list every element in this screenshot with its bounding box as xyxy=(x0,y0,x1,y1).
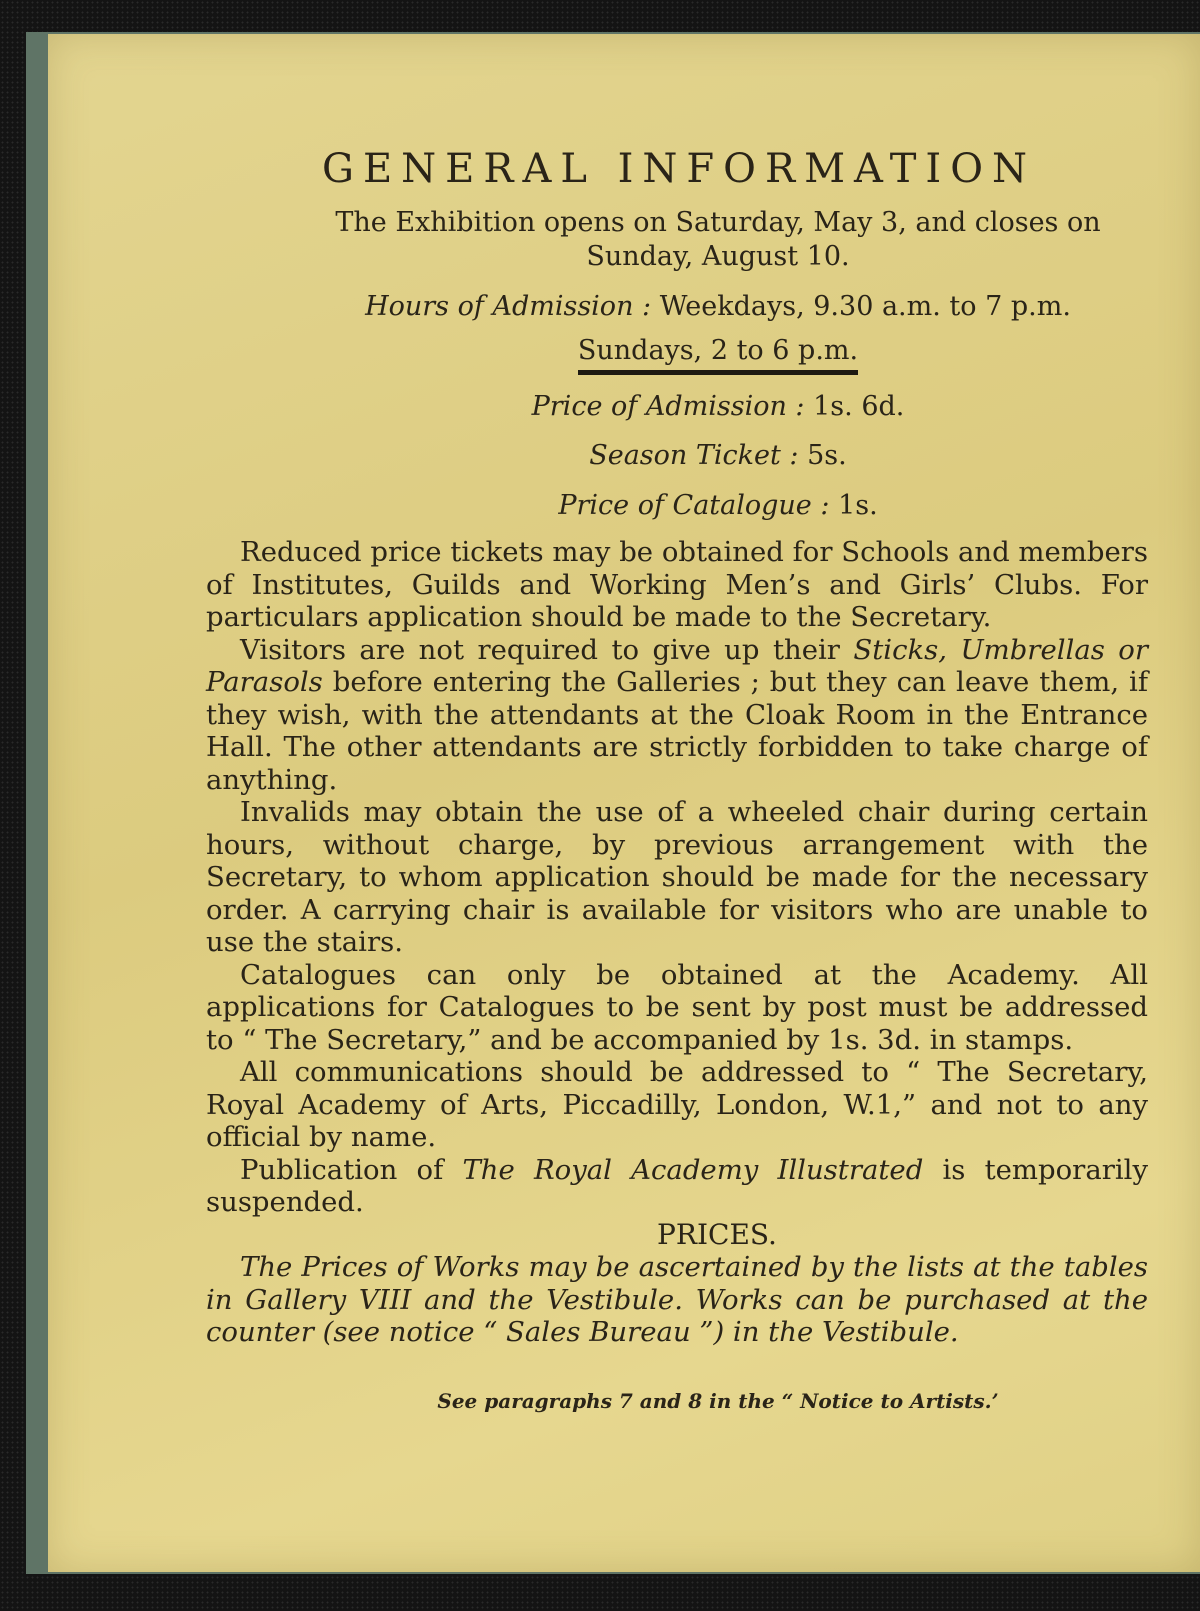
season-label: Season Ticket : xyxy=(589,440,799,471)
hours-of-admission xyxy=(248,290,1188,324)
season-ticket xyxy=(248,439,1188,473)
publication-text-b: is temporarily suspended. xyxy=(206,1153,1148,1218)
information-body xyxy=(206,536,1148,1349)
document-page xyxy=(48,34,1200,1572)
catalogue-value: 1s. xyxy=(838,490,878,521)
prices-paragraph: The Prices of Works may be ascertained by the lists at the tables in Gallery VIII and the Vestibule. Works can be purchased at the counter (see notice “ Sales Bureau ”) in the Vestibule. xyxy=(206,1251,1148,1348)
opening-dates xyxy=(248,206,1188,274)
hours-weekdays: Weekdays, 9.30 a.m. to 7 p.m. xyxy=(659,291,1071,322)
publication-text-italic: The Royal Academy Illustrated xyxy=(462,1153,924,1186)
hours-sundays: Sundays, 2 to 6 p.m. xyxy=(578,334,858,375)
prices-heading: PRICES. xyxy=(657,1217,777,1251)
paragraph-reduced-price: Reduced price tickets may be obtained for Schools and members of Institutes, Guilds and Working Men’s and Girls’ Clubs. For particulars application should be made to the Secretary. xyxy=(206,536,1148,633)
visitors-text-a: Visitors are not required to give up their xyxy=(240,633,854,666)
catalogue-label: Price of Catalogue : xyxy=(558,490,830,521)
paragraph-invalids: Invalids may obtain the use of a wheeled chair during certain hours, without charge, by previous arrangement with the Secretary, to whom application should be made for the necessary order. A carrying chair is available for visitors who are unable to use the stairs. xyxy=(206,796,1148,958)
opening-line-1: The Exhibition opens on Saturday, May 3, and closes on xyxy=(335,207,1101,238)
page-title: GENERAL INFORMATION xyxy=(321,146,1037,192)
hours-label: Hours of Admission : xyxy=(365,291,652,322)
visitors-text-b: before entering the Galleries ; but they can leave them, if they wish, with the attendants at the Cloak Room in the Entrance Hall. The other attendants are strictly forbidden to take charge of anything. xyxy=(206,666,1148,796)
admission-value: 1s. 6d. xyxy=(813,391,905,422)
price-of-catalogue xyxy=(248,489,1188,523)
paragraph-communications: All communications should be addressed to “ The Secretary, Royal Academy of Arts, Piccadilly, London, W.1,” and not to any official by name. xyxy=(206,1056,1148,1153)
paragraph-visitors xyxy=(206,634,1148,797)
footnote: See paragraphs 7 and 8 in the “ Notice to Artists.’ xyxy=(437,1389,999,1413)
opening-line-2: Sunday, August 10. xyxy=(586,241,850,272)
paragraph-catalogues: Catalogues can only be obtained at the Academy. All applications for Catalogues to be sent by post must be addressed to “ The Secretary,” and be accompanied by 1s. 3d. in stamps. xyxy=(206,958,1148,1056)
price-of-admission xyxy=(248,390,1188,424)
paragraph-publication xyxy=(206,1154,1148,1219)
publication-text-a: Publication of xyxy=(240,1153,463,1186)
hours-sundays-row xyxy=(248,334,1188,375)
season-value: 5s. xyxy=(807,440,847,471)
admission-label: Price of Admission : xyxy=(531,391,805,422)
visitors-text-italic: Sticks, Umbrellas or Parasols xyxy=(206,633,1148,698)
